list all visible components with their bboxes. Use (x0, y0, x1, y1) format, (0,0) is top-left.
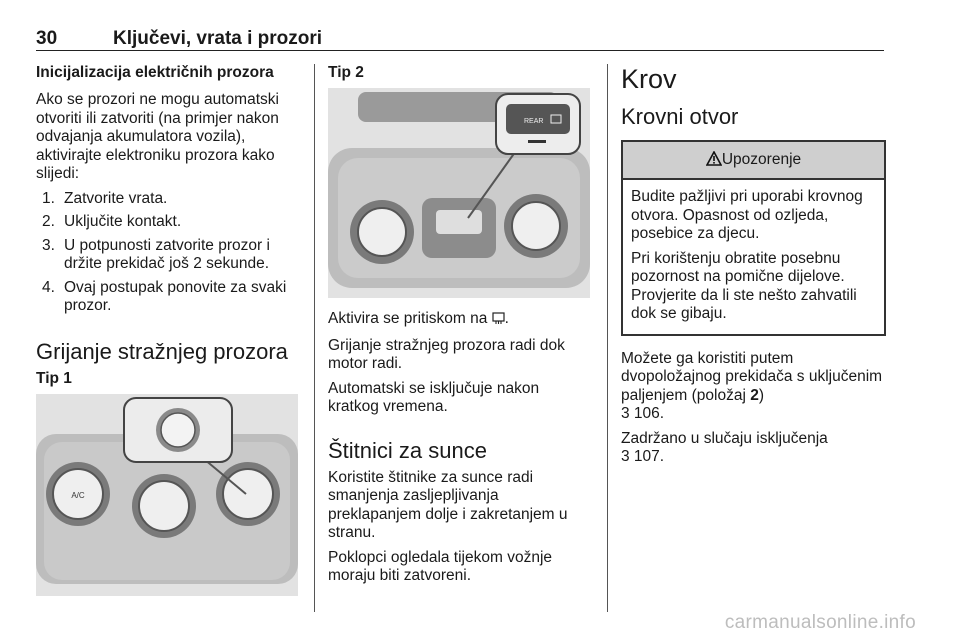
chapter-title: Ključevi, vrata i prozori (113, 28, 323, 49)
rear-window-heater-figure (328, 88, 590, 298)
svg-text:A/C: A/C (71, 490, 85, 500)
page-reference-link[interactable]: 3 107. (621, 448, 665, 465)
mirror-covers-paragraph: Poklopci ogledala tijekom vožnje moraju biti zatvoreni. (328, 548, 553, 584)
roof-title: Krov (621, 64, 677, 94)
warning-body (623, 180, 884, 334)
warning-paragraph: Budite pažljivi pri uporabi krovnog otvora. Opasnost od ozljeda, posebice za djecu. (631, 188, 863, 242)
column-1 (36, 64, 302, 596)
warning-box (621, 140, 886, 336)
list-item: 3. U potpunosti zatvorite prozor i držite prekidač još 2 sekunde. (42, 236, 270, 272)
tip-label: Tip 2 (328, 64, 364, 81)
section-title: Grijanje stražnjeg prozora (36, 338, 288, 364)
watermark: carmanualsonline.info (724, 612, 916, 633)
sun-visors-paragraph: Koristite štitnike za sunce radi smanjenja zasljepljivanja preklapanjem dolje i zakretanjem u stranu. (328, 468, 568, 541)
usage-paragraph: Možete ga koristiti putem dvopoložajnog prekidača s uključenim paljenjem (položaj 2) 3 106. (621, 349, 883, 422)
list-item: 1. Zatvorite vrata. (42, 189, 168, 207)
tip-label: Tip 1 (36, 369, 72, 387)
rear-window-heater-icon (492, 312, 505, 331)
column-3 (621, 64, 886, 473)
column-2 (328, 64, 594, 592)
column-divider (607, 64, 608, 612)
sun-visors-title: Štitnici za sunce (328, 437, 487, 463)
intro-paragraph: Ako se prozori ne mogu automatski otvoriti ili zatvoriti (na primjer nakon odvajanja akumulatora vozila), aktivirajte elektroniku prozora kako slijedi: (36, 91, 279, 182)
page-number: 30 (36, 28, 58, 49)
column-divider (314, 64, 315, 612)
warning-header: Upozorenje (623, 142, 884, 180)
climate-control-figure (36, 394, 298, 596)
retained-power-paragraph: Zadržano u slučaju isključenja 3 107. (621, 429, 828, 465)
warning-triangle-icon (706, 144, 722, 180)
list-item: 2. Uključite kontakt. (42, 213, 182, 230)
section-heading: Inicijalizacija električnih prozora (36, 64, 274, 81)
heater-runs-paragraph: Grijanje stražnjeg prozora radi dok motor radi. (328, 336, 565, 372)
svg-text:REAR: REAR (524, 118, 544, 125)
page-header (36, 28, 884, 51)
sunroof-subtitle: Krovni otvor (621, 104, 739, 129)
list-item: 4. Ovaj postupak ponovite za svaki prozor. (42, 278, 287, 314)
activation-paragraph: Aktivira se pritiskom na . (328, 310, 594, 331)
steps-list (36, 190, 302, 316)
page-reference-link[interactable]: 3 106. (621, 405, 665, 422)
auto-off-paragraph: Automatski se isključuje nakon kratkog vremena. (328, 379, 540, 415)
warning-paragraph: Pri korištenju obratite posebnu pozornost na pomične dijelove. Provjerite da li ste nešto zahvatili dok se gibaju. (631, 249, 857, 322)
